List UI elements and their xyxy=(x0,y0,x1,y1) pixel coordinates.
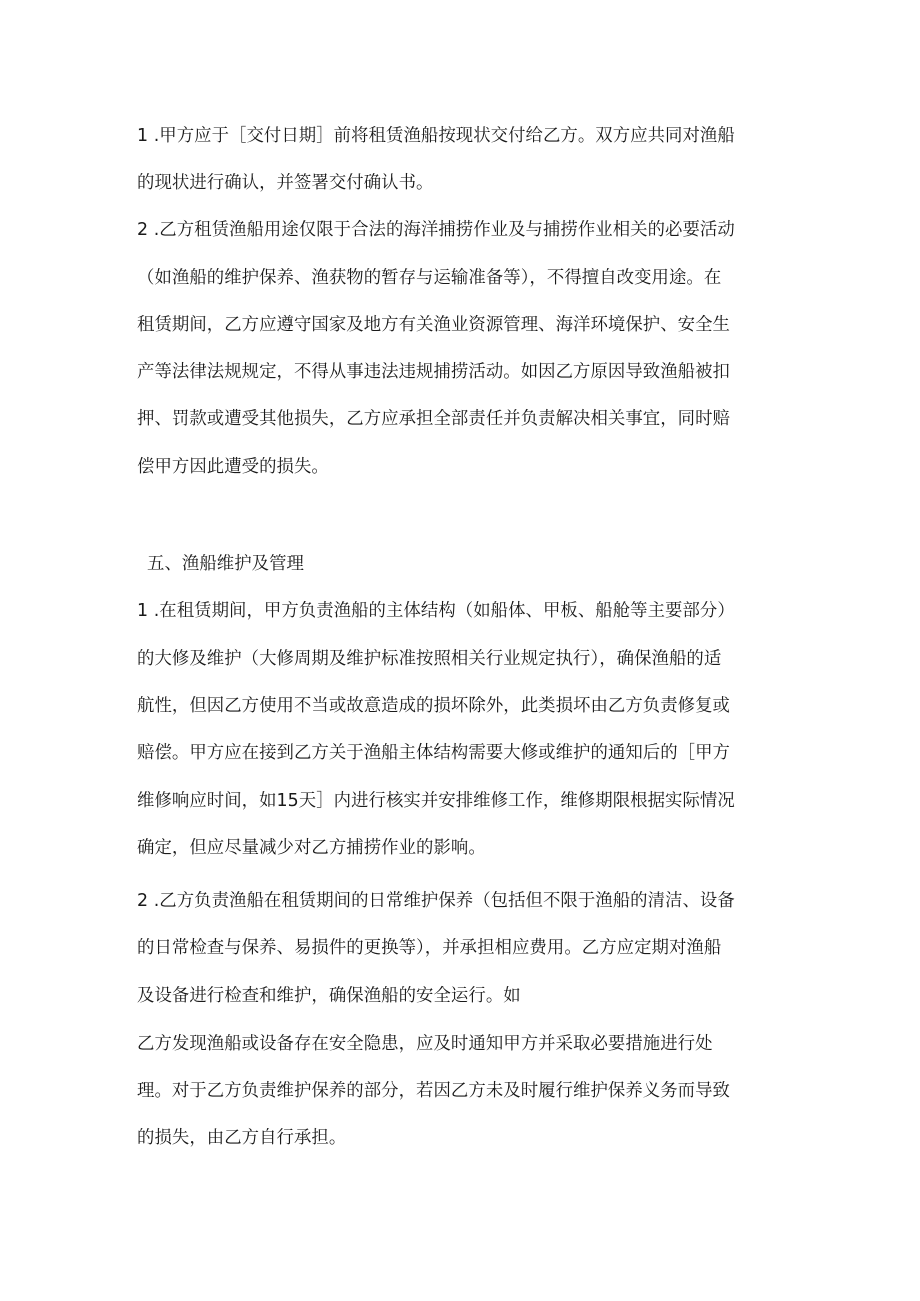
paragraph-line: 押、罚款或遭受其他损失，乙方应承担全部责任并负责解决相关事宜，同时赔 xyxy=(137,409,730,429)
paragraph-line: 的现状进行确认，并签署交付确认书。 xyxy=(137,173,434,193)
paragraph-line: （如渔船的维护保养、渔获物的暂存与运输准备等），不得擅自改变用途。在 xyxy=(137,268,722,288)
section-heading: 五、渔船维护及管理 xyxy=(147,554,304,574)
paragraph-line: 产等法律法规规定，不得从事违法违规捕捞活动。如因乙方原因导致渔船被扣 xyxy=(137,362,730,382)
paragraph-line: 赔偿。甲方应在接到乙方关于渔船主体结构需要大修或维护的通知后的［甲方 xyxy=(137,743,730,763)
paragraph-line: 理。对于乙方负责维护保养的部分，若因乙方未及时履行维护保养义务而导致 xyxy=(137,1081,730,1101)
paragraph-line: 2 .乙方负责渔船在租赁期间的日常维护保养（包括但不限于渔船的清洁、设备 xyxy=(137,891,735,911)
paragraph-line: 维修响应时间，如15天］内进行核实并安排维修工作，维修期限根据实际情况 xyxy=(137,791,735,811)
paragraph-line: 确定，但应尽量减少对乙方捕捞作业的影响。 xyxy=(137,838,486,858)
paragraph-line: 的损失，由乙方自行承担。 xyxy=(137,1128,347,1148)
paragraph-line: 1 .甲方应于［交付日期］前将租赁渔船按现状交付给乙方。双方应共同对渔船 xyxy=(137,126,735,146)
paragraph-line: 航性，但因乙方使用不当或故意造成的损坏除外，此类损坏由乙方负责修复或 xyxy=(137,696,730,716)
paragraph-line: 租赁期间，乙方应遵守国家及地方有关渔业资源管理、海洋环境保护、安全生 xyxy=(137,315,730,335)
paragraph-line: 偿甲方因此遭受的损失。 xyxy=(137,457,329,477)
paragraph-line: 的大修及维护（大修周期及维护标准按照相关行业规定执行），确保渔船的适 xyxy=(137,649,722,669)
paragraph-line: 乙方发现渔船或设备存在安全隐患，应及时通知甲方并采取必要措施进行处 xyxy=(137,1034,713,1054)
paragraph-line: 的日常检查与保养、易损件的更换等），并承担相应费用。乙方应定期对渔船 xyxy=(137,938,722,958)
paragraph-line: 1 .在租赁期间，甲方负责渔船的主体结构（如船体、甲板、船舱等主要部分） xyxy=(137,601,735,621)
paragraph-line: 及设备进行检查和维护，确保渔船的安全运行。如 xyxy=(137,986,521,1006)
paragraph-line: 2 .乙方租赁渔船用途仅限于合法的海洋捕捞作业及与捕捞作业相关的必要活动 xyxy=(137,220,735,240)
